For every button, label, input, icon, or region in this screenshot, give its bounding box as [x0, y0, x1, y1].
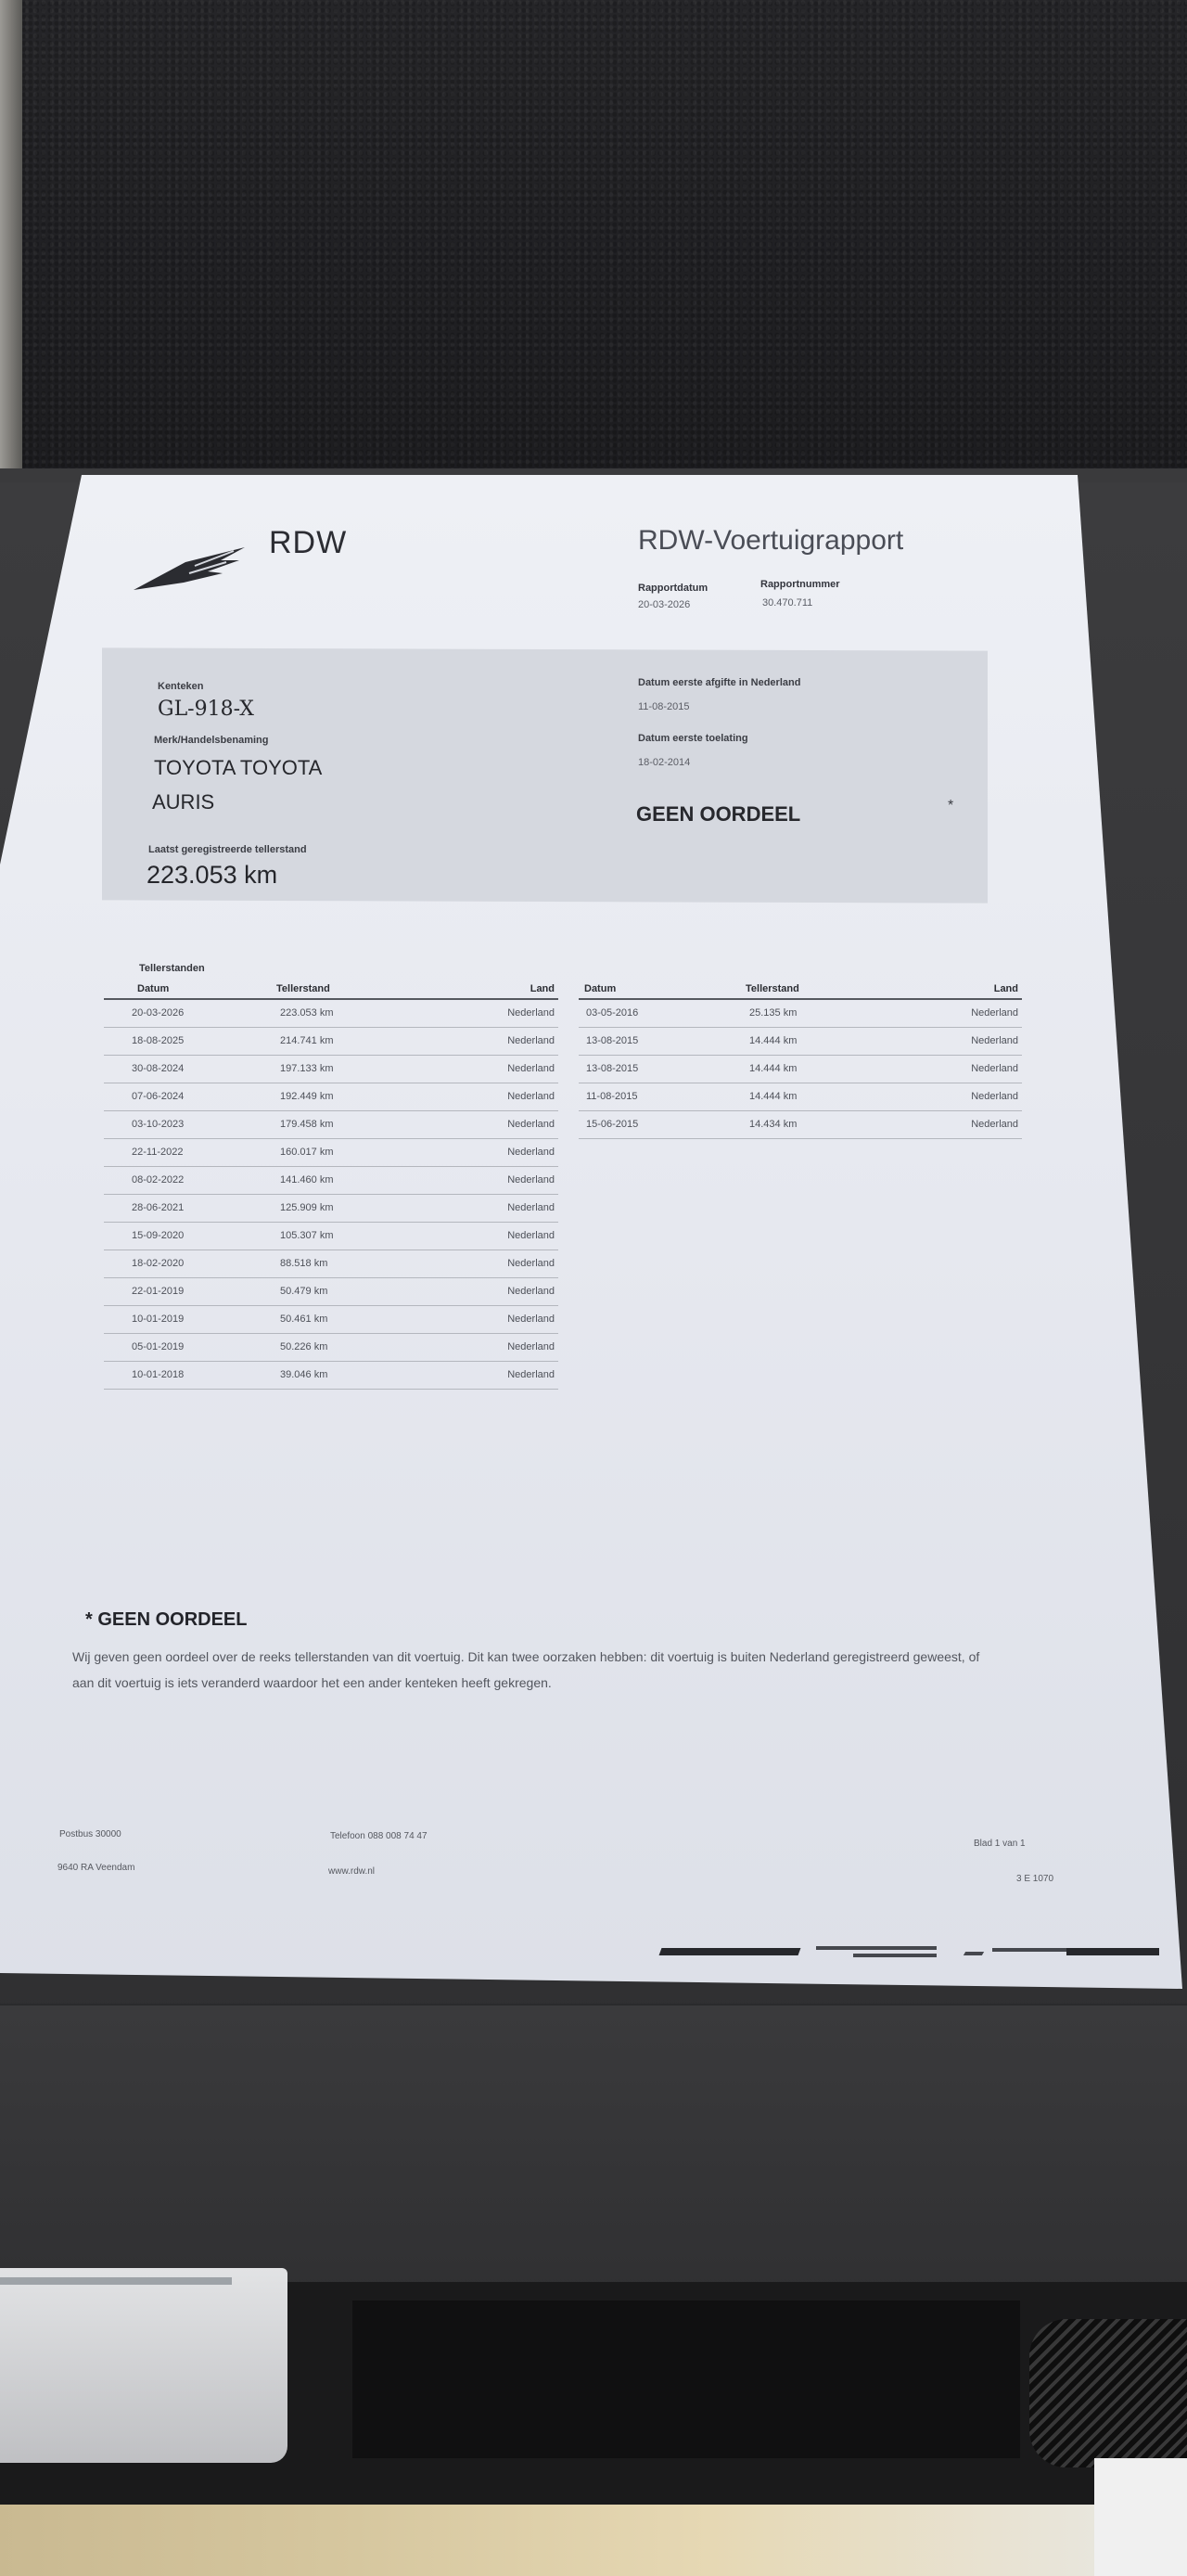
odometer-reading-cell: 197.133 km [234, 1055, 401, 1083]
table-row [104, 1110, 558, 1138]
table-header-row [104, 981, 558, 999]
note-title: * GEEN OORDEEL [85, 1609, 248, 1630]
make-line-1: TOYOTA TOYOTA [154, 756, 323, 779]
odometer-reading-cell: 14.434 km [705, 1110, 872, 1138]
report-date-label: Rapportdatum [638, 583, 708, 594]
table-row [104, 1166, 558, 1194]
footer-stripe [659, 1948, 801, 1955]
odometer-date-cell: 20-03-2026 [104, 999, 234, 1027]
table-row [104, 1138, 558, 1166]
odometer-date-cell: 15-09-2020 [104, 1222, 234, 1250]
odometer-country-cell: Nederland [401, 1305, 558, 1333]
odometer-date-cell: 07-06-2024 [104, 1083, 234, 1110]
drawer-shadow [352, 2300, 1020, 2458]
footer-stripe [1066, 1948, 1159, 1955]
note-body: Wij geven geen oordeel over de reeks tellerstanden van dit voertuig. Dit kan twee oorzaken hebben: dit voertuig is buiten Nederland geregistreerd geweest, of aan dit voertuig is iets veranderd waardoor het een ander kenteken heeft gekregen. [72, 1649, 980, 1690]
printer-tray-edge [0, 2004, 1187, 2300]
odometer-country-cell: Nederland [872, 1083, 1022, 1110]
first-nl-date: 11-08-2015 [638, 701, 690, 712]
odometer-date-cell: 18-08-2025 [104, 1027, 234, 1055]
printer-slot-line [0, 2277, 232, 2285]
odometer-country-cell: Nederland [872, 1055, 1022, 1083]
footer-phone: Telefoon 088 008 74 47 [330, 1831, 428, 1841]
table-row [104, 1250, 558, 1277]
rdw-wing-logo-icon [130, 542, 250, 596]
odometer-country-cell: Nederland [401, 1277, 558, 1305]
odometer-country-cell: Nederland [401, 1333, 558, 1361]
odometer-reading-cell: 214.741 km [234, 1027, 401, 1055]
odometer-reading-cell: 88.518 km [234, 1250, 401, 1277]
odometer-table-left [104, 981, 558, 1390]
odometer-country-cell: Nederland [401, 1027, 558, 1055]
odometer-country-cell: Nederland [401, 1055, 558, 1083]
odometer-date-cell: 13-08-2015 [579, 1055, 705, 1083]
odometer-reading-cell: 50.226 km [234, 1333, 401, 1361]
odometer-reading-cell: 14.444 km [705, 1083, 872, 1110]
make-line-2: AURIS [152, 790, 215, 814]
table-row [104, 1055, 558, 1083]
license-plate: GL-918-X [158, 698, 254, 721]
report-number: 30.470.711 [762, 597, 813, 609]
footer-stripe [853, 1954, 937, 1957]
table-row [104, 1277, 558, 1305]
col-country-header: Land [401, 981, 558, 999]
odometer-reading-cell: 14.444 km [705, 1055, 872, 1083]
odometer-date-cell: 03-10-2023 [104, 1110, 234, 1138]
footer-page: Blad 1 van 1 [974, 1839, 1026, 1849]
table-row [104, 1222, 558, 1250]
first-admission-label: Datum eerste toelating [638, 733, 748, 744]
odometer-reading-cell: 141.460 km [234, 1166, 401, 1194]
col-date-header: Datum [579, 981, 705, 999]
odometer-date-cell: 15-06-2015 [579, 1110, 705, 1138]
footer-web: www.rdw.nl [328, 1866, 376, 1877]
odometer-reading-cell: 179.458 km [234, 1110, 401, 1138]
table-row [579, 999, 1022, 1027]
odometer-country-cell: Nederland [401, 1110, 558, 1138]
coiled-cable [1029, 2319, 1187, 2467]
table-row [104, 999, 558, 1027]
odometer-country-cell: Nederland [401, 1138, 558, 1166]
odometer-country-cell: Nederland [872, 1027, 1022, 1055]
col-date-header: Datum [104, 981, 234, 999]
odometer-date-cell: 08-02-2022 [104, 1166, 234, 1194]
odometer-country-cell: Nederland [401, 1166, 558, 1194]
floor [0, 2505, 1187, 2576]
odometer-reading-cell: 125.909 km [234, 1194, 401, 1222]
odometer-reading-cell: 25.135 km [705, 999, 872, 1027]
footer-address-1: Postbus 30000 [59, 1829, 121, 1839]
paper-card [1094, 2458, 1187, 2576]
odometer-date-cell: 11-08-2015 [579, 1083, 705, 1110]
odometer-table-right [579, 981, 1022, 1139]
odometer-country-cell: Nederland [401, 999, 558, 1027]
first-nl-date-label: Datum eerste afgifte in Nederland [638, 677, 801, 688]
plate-label: Kenteken [158, 681, 204, 692]
odometer-country-cell: Nederland [401, 1361, 558, 1389]
odometer-section-title: Tellerstanden [139, 963, 205, 974]
col-reading-header: Tellerstand [705, 981, 872, 999]
odometer-country-cell: Nederland [401, 1083, 558, 1110]
table-row [579, 1055, 1022, 1083]
table-row [104, 1194, 558, 1222]
table-row [579, 1083, 1022, 1110]
footer-stripe [816, 1946, 937, 1950]
table-header-row [579, 981, 1022, 999]
odometer-reading-cell: 192.449 km [234, 1083, 401, 1110]
odometer-date-cell: 22-11-2022 [104, 1138, 234, 1166]
odometer-date-cell: 22-01-2019 [104, 1277, 234, 1305]
col-reading-header: Tellerstand [234, 981, 401, 999]
odometer-country-cell: Nederland [872, 1110, 1022, 1138]
table-row [104, 1333, 558, 1361]
odometer-date-cell: 03-05-2016 [579, 999, 705, 1027]
footer-address-2: 9640 RA Veendam [57, 1863, 135, 1873]
footer-stripe [964, 1952, 984, 1955]
odometer-reading-cell: 50.461 km [234, 1305, 401, 1333]
last-odometer-label: Laatst geregistreerde tellerstand [148, 844, 307, 855]
last-odometer-value: 223.053 km [147, 861, 278, 889]
report-number-label: Rapportnummer [760, 579, 840, 590]
footer-code: 3 E 1070 [1016, 1874, 1054, 1884]
wall-edge [0, 0, 22, 482]
odometer-country-cell: Nederland [401, 1222, 558, 1250]
odometer-reading-cell: 14.444 km [705, 1027, 872, 1055]
odometer-date-cell: 30-08-2024 [104, 1055, 234, 1083]
odometer-reading-cell: 223.053 km [234, 999, 401, 1027]
table-row [104, 1361, 558, 1389]
odometer-country-cell: Nederland [401, 1194, 558, 1222]
first-admission-date: 18-02-2014 [638, 757, 691, 768]
table-row [104, 1027, 558, 1055]
table-row [579, 1110, 1022, 1138]
table-row [104, 1083, 558, 1110]
odometer-date-cell: 28-06-2021 [104, 1194, 234, 1222]
report-date: 20-03-2026 [638, 599, 691, 610]
carpet-background [0, 0, 1187, 492]
brand-name: RDW [269, 525, 348, 560]
odometer-reading-cell: 39.046 km [234, 1361, 401, 1389]
odometer-reading-cell: 105.307 km [234, 1222, 401, 1250]
make-label: Merk/Handelsbenaming [154, 735, 269, 746]
odometer-date-cell: 10-01-2018 [104, 1361, 234, 1389]
verdict-status: GEEN OORDEEL [636, 802, 801, 826]
odometer-date-cell: 18-02-2020 [104, 1250, 234, 1277]
odometer-date-cell: 10-01-2019 [104, 1305, 234, 1333]
table-row [579, 1027, 1022, 1055]
odometer-country-cell: Nederland [401, 1250, 558, 1277]
col-country-header: Land [872, 981, 1022, 999]
table-row [104, 1305, 558, 1333]
odometer-reading-cell: 160.017 km [234, 1138, 401, 1166]
odometer-date-cell: 13-08-2015 [579, 1027, 705, 1055]
report-title: RDW-Voertuigrapport [638, 525, 904, 556]
odometer-country-cell: Nederland [872, 999, 1022, 1027]
verdict-mark: * [948, 798, 954, 814]
odometer-reading-cell: 50.479 km [234, 1277, 401, 1305]
odometer-date-cell: 05-01-2019 [104, 1333, 234, 1361]
printer-slot [0, 2268, 287, 2463]
footer-stripe [992, 1948, 1066, 1952]
